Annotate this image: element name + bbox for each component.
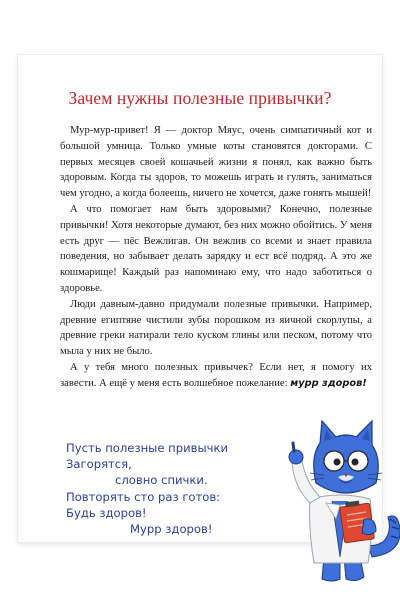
book-page	[18, 55, 382, 542]
poem-line-6: Мурр здоров!	[130, 522, 213, 537]
paragraph-4	[60, 360, 372, 392]
paragraph-4-text: А у тебя много полезных привычек? Если нет, я помогу их завести. А ещё у меня есть волшебное пожелание:	[60, 361, 372, 389]
cat-doctor-icon	[280, 407, 400, 587]
body-text	[60, 123, 372, 392]
poem	[66, 440, 266, 537]
poem-line-2: Загорятся,	[66, 457, 132, 472]
paragraph-2: А что помогает нам быть здоровыми? Конечно, полезные привычки! Хотя некоторые думают, без них можно обойтись. У меня есть друг — пёс Вежлигав. Он вежлив со всеми и знает правила поведения, но забывает делать зарядку и ест всё подряд. А это же кошмарище! Каждый раз напоминаю ему, что надо заботиться о здоровье.	[60, 203, 372, 294]
paragraph-1: Мур-мур-привет! Я — доктор Мяус, очень симпатичный кот и большой умница. Только умные коты становятся докторами. С первых месяцев своей кошачьей жизни я понял, как важно быть здоровым. Когда ты здоров, то можешь играть и гулять, заниматься чем угодно, а когда болеешь, ничего не хочется, даже гонять мышей!	[60, 125, 372, 200]
page-title: Зачем нужны полезные привычки?	[68, 88, 332, 108]
poem-line-1: Пусть полезные привычки	[66, 441, 229, 455]
poem-line-3: словно спички.	[115, 473, 208, 488]
poem-line-4: Повторять сто раз готов:	[66, 489, 221, 504]
paragraph-3: Люди давным-давно придумали полезные привычки. Например, древние египтяне чистили зубы порошком из яичной скорлупы, а древние греки натирали тело куском глины или песком, потому что мыла у них не было.	[60, 298, 372, 358]
poem-line-5: Будь здоров!	[66, 505, 147, 520]
magic-wish: мурр здоров!	[290, 377, 367, 389]
